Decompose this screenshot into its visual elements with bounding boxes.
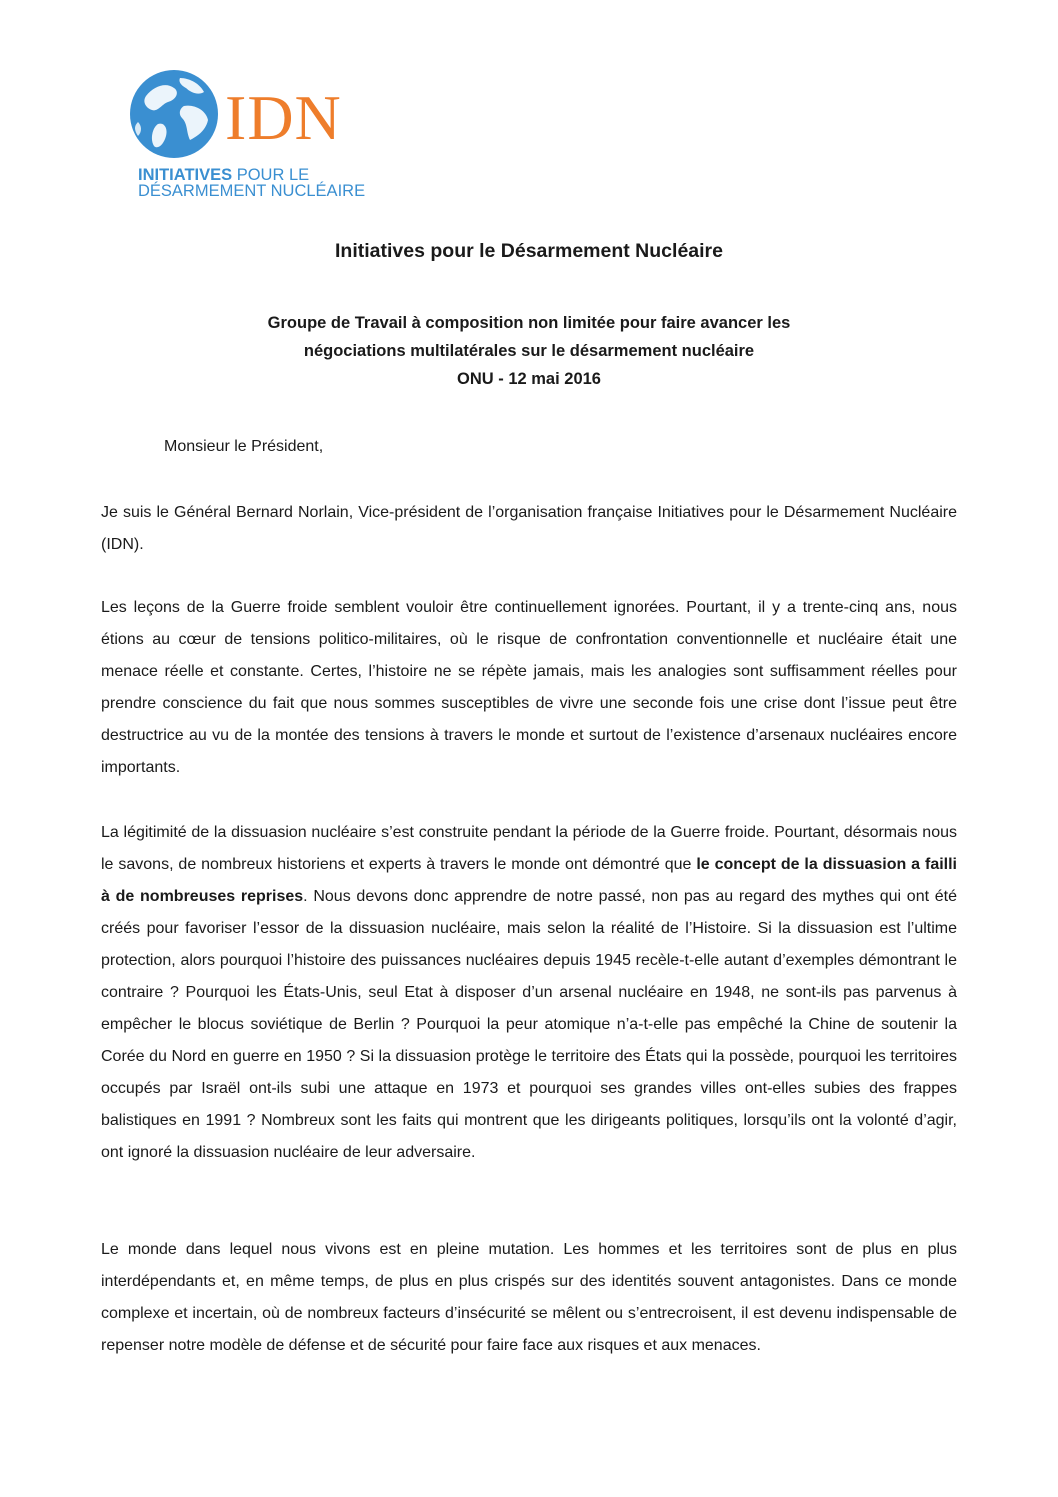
logo-tagline-line2: DÉSARMEMENT NUCLÉAIRE [138, 182, 366, 200]
subtitle-line-2: négociations multilatérales sur le désarmement nucléaire [303, 342, 755, 360]
paragraph-4: Le monde dans lequel nous vivons est en pleine mutation. Les hommes et les territoires sont de plus en plus interdépendants et, en même temps, de plus en plus crispés sur des identités souvent antagonistes. Dans ce monde complexe et incertain, où de nombreux facteurs d’insécurité se mêlent ou s’entrecroisent, il est devenu indispensable de repenser notre modèle de défense et de sécurité pour faire face aux risques et aux menaces. [101, 1241, 957, 1354]
subtitle-line-3: ONU - 12 mai 2016 [457, 370, 601, 388]
globe-icon [128, 66, 228, 166]
document-subtitle [0, 309, 1058, 393]
document-title: Initiatives pour le Désarmement Nucléaire [335, 240, 723, 262]
subtitle-line-1: Groupe de Travail à composition non limitée pour faire avancer les [267, 314, 791, 332]
paragraph-1: Je suis le Général Bernard Norlain, Vice-président de l’organisation française Initiatives pour le Désarmement Nucléaire (IDN). [101, 504, 957, 553]
paragraph-2: Les leçons de la Guerre froide semblent vouloir être continuellement ignorées. Pourtant, il y a trente-cinq ans, nous étions au cœur de tensions politico-militaires, où le risque de confrontation conventionnelle et nucléaire était une menace réelle et constante. Certes, l’histoire ne se répète jamais, mais les analogies sont suffisamment réelles pour prendre conscience du fait que nous sommes susceptibles de vivre une seconde fois une crise dont l’issue peut être destructrice au vu de la montée des tensions à travers le monde et surtout de l’existence d’arsenaux nucléaires encore importants. [101, 599, 957, 776]
idn-logo [128, 66, 388, 206]
paragraph-3: La légitimité de la dissuasion nucléaire s’est construite pendant la période de la Guerre froide. Pourtant, désormais nous le savons, de nombreux historiens et experts à travers le monde ont démontré que le concept de la dissuasion a failli à de nombreuses reprises. Nous devons donc apprendre de notre passé, non pas au regard des mythes qui ont été créés pour favoriser l’essor de la dissuasion nucléaire, mais selon la réalité de l’Histoire. Si la dissuasion est l’ultime protection, alors pourquoi l’histoire des puissances nucléaires depuis 1945 recèle-t-elle autant d’exemples démontrant le contraire ? Pourquoi les États-Unis, seul Etat à disposer d’un arsenal nucléaire en 1948, ne sont-ils pas parvenus à empêcher le blocus soviétique de Berlin ? Pourquoi la peur atomique n’a-t-elle pas empêché la Chine de soutenir la Corée du Nord en guerre en 1950 ? Si la dissuasion protège le territoire des États qui la possède, pourquoi les territoires occupés par Israël ont-ils subi une attaque en 1973 et pourquoi ses grandes villes ont-elles subies des frappes balistiques en 1991 ? Nombreux sont les faits qui montrent que les dirigeants politiques, lorsqu’ils ont la volonté d’agir, ont ignoré la dissuasion nucléaire de leur adversaire. [101, 824, 958, 1161]
logo-acronym: IDN [225, 82, 342, 153]
logo-tagline-line1: INITIATIVES POUR LE [138, 166, 310, 184]
salutation: Monsieur le Président, [164, 438, 324, 455]
emphasis-text: le concept de la dissuasion a failli à de nombreuses reprises [101, 856, 957, 905]
